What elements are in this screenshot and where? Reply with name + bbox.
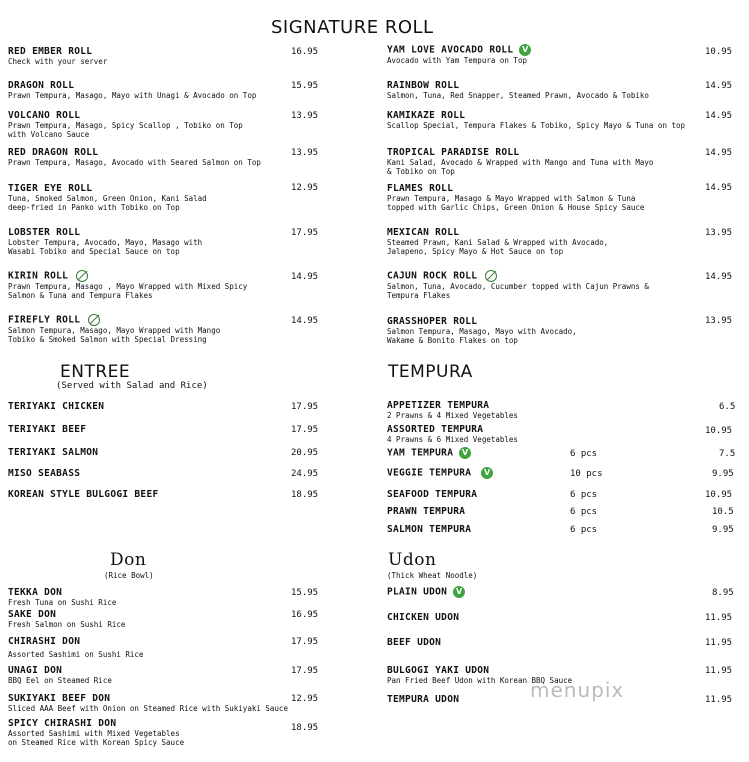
item-desc: Salmon & Tuna and Tempura Flakes [8,291,153,300]
item-desc: Fresh Tuna on Sushi Rice [8,598,117,607]
item-desc: 2 Prawns & 4 Mixed Vegetables [387,411,518,420]
signature-roll-heading: SIGNATURE ROLL [271,17,434,38]
item-price: 16.95 [291,610,319,620]
item-price: 13.95 [291,148,319,158]
vegetarian-icon: V [519,44,531,56]
item-price: 14.95 [705,148,733,158]
item-price: 13.95 [705,228,733,238]
item-pcs: 10 pcs [570,469,603,479]
item-name: TERIYAKI BEEF [8,424,87,435]
item-name: KOREAN STYLE BULGOGI BEEF [8,489,159,500]
item-price: 15.95 [291,588,319,598]
item-price: 20.95 [291,448,319,458]
menu-item [387,270,649,300]
udon-heading: Udon [388,550,437,570]
item-price: 17.95 [291,637,319,647]
item-name: TIGER EYE ROLL [8,183,93,194]
item-price: 17.95 [291,402,319,412]
item-desc: Steamed Prawn, Kani Salad & Wrapped with Avocado, [387,238,609,247]
item-name: SAKE DON [8,609,57,620]
item-name: CHICKEN UDON [387,612,460,623]
watermark-logo: menupix [530,678,625,702]
item-price: 6.5 [719,402,736,412]
item-name: KAMIKAZE ROLL [387,110,466,121]
item-name: BULGOGI YAKI UDON [387,665,490,676]
item-name: CHIRASHI DON [8,636,81,647]
menu-item [8,80,256,100]
item-price: 14.95 [705,183,733,193]
item-desc: Assorted Sashimi with Mixed Vegetables [8,729,180,738]
item-price: 11.95 [705,613,733,623]
item-price: 10.5 [712,507,734,517]
item-price: 24.95 [291,469,319,479]
menu-item [387,147,653,176]
item-desc: Pan Fried Beef Udon with Korean BBQ Sauce [387,676,573,685]
item-desc: Prawn Tempura, Masago , Mayo Wrapped with Mixed Spicy [8,282,248,291]
item-price: 14.95 [705,272,733,282]
vegetarian-icon: V [459,447,471,459]
menu-item [387,467,493,479]
item-desc: Wakame & Bonito Flakes on top [387,336,518,345]
item-price: 14.95 [705,81,733,91]
item-desc: Scallop Special, Tempura Flakes & Tobiko, Spicy Mayo & Tuna on top [387,121,686,130]
item-desc: topped with Garlic Chips, Green Onion & House Spicy Sauce [387,203,645,212]
item-price: 9.95 [712,525,734,535]
item-desc: Tempura Flakes [387,291,451,300]
menu-item [387,227,608,256]
item-name: YAM TEMPURA [387,447,454,459]
item-price: 16.95 [291,47,319,57]
item-name: SEAFOOD TEMPURA [387,489,478,500]
item-name: SALMON TEMPURA [387,524,472,535]
item-pcs: 6 pcs [570,507,598,517]
item-name: CAJUN ROCK ROLL [387,270,478,282]
item-name: KIRIN ROLL [8,270,69,282]
item-name: UNAGI DON [8,665,63,676]
menu-item [387,424,518,444]
item-price: 17.95 [291,425,319,435]
item-desc: Avocado with Yam Tempura on Top [387,56,527,65]
item-price: 11.95 [705,695,733,705]
item-desc: Kani Salad, Avocado & Wrapped with Mango and Tuna with Mayo [387,158,654,167]
menu-item [8,718,184,747]
item-name: ASSORTED TEMPURA [387,424,484,435]
menu-item [8,636,143,659]
item-name: TERIYAKI CHICKEN [8,401,105,412]
menu-item [8,46,107,66]
item-name: RAINBOW ROLL [387,80,460,91]
menu-item [8,693,288,713]
menu-item [8,110,243,139]
item-price: 13.95 [705,316,733,326]
item-price: 10.95 [705,426,733,436]
item-name: VOLCANO ROLL [8,110,81,121]
item-price: 11.95 [705,638,733,648]
item-name: BEEF UDON [387,637,442,648]
item-price: 13.95 [291,111,319,121]
menu-item [8,270,247,300]
menu-item [8,609,125,629]
vegetarian-icon: V [481,467,493,479]
item-name: PRAWN TEMPURA [387,506,466,517]
item-name: TERIYAKI SALMON [8,447,99,458]
item-name: RED EMBER ROLL [8,46,93,57]
item-price: 11.95 [705,666,733,676]
item-name: TROPICAL PARADISE ROLL [387,147,520,158]
menu-item [387,110,685,130]
item-name: APPETIZER TEMPURA [387,400,490,411]
menu-item [8,227,202,256]
item-name: TEKKA DON [8,587,63,598]
item-name: GRASSHOPER ROLL [387,316,478,327]
item-name: SUKIYAKI BEEF DON [8,693,111,704]
item-desc: Prawn Tempura, Masago, Spicy Scallop , Tobiko on Top [8,121,243,130]
item-desc: on Steamed Rice with Korean Spicy Sauce [8,738,185,747]
item-desc: Tobiko & Smoked Salmon with Special Dressing [8,335,207,344]
item-name: DRAGON ROLL [8,80,75,91]
item-desc: Wasabi Tobiko and Special Sauce on top [8,247,180,256]
spicy-icon [88,314,100,326]
menu-item [387,183,644,212]
item-desc: BBQ Eel on Steamed Rice [8,676,112,685]
item-name: RED DRAGON ROLL [8,147,99,158]
item-name: PLAIN UDON [387,586,448,598]
item-price: 14.95 [705,111,733,121]
item-name: FLAMES ROLL [387,183,454,194]
item-price: 9.95 [712,469,734,479]
entree-heading: ENTREE [60,362,131,382]
menu-item [387,586,465,598]
item-desc: Salmon, Tuna, Avocado, Cucumber topped with Cajun Prawns & [387,282,649,291]
menu-item [387,447,471,459]
menu-item [8,587,116,607]
item-desc: & Tobiko on Top [387,167,455,176]
item-price: 17.95 [291,666,319,676]
item-desc: with Volcano Sauce [8,130,90,139]
menu-item [387,80,649,100]
item-price: 14.95 [291,272,319,282]
item-pcs: 6 pcs [570,490,598,500]
item-desc: Tuna, Smoked Salmon, Green Onion, Kani Salad [8,194,207,203]
item-price: 14.95 [291,316,319,326]
item-desc: Jalapeno, Spicy Mayo & Hot Sauce on top [387,247,564,256]
menu-item [387,44,531,65]
menu-item [8,314,220,344]
item-price: 7.5 [719,449,736,459]
item-desc: Check with your server [8,57,108,66]
item-desc: Prawn Tempura, Masago & Mayo Wrapped with Salmon & Tuna [387,194,636,203]
item-desc: Salmon Tempura, Masago, Mayo Wrapped with Mango [8,326,221,335]
spicy-icon [485,270,497,282]
item-pcs: 6 pcs [570,449,598,459]
item-price: 18.95 [291,490,319,500]
udon-subheading: (Thick Wheat Noodle) [387,571,478,580]
item-price: 10.95 [705,490,733,500]
item-price: 15.95 [291,81,319,91]
item-price: 8.95 [712,588,734,598]
item-price: 12.95 [291,183,319,193]
item-price: 17.95 [291,228,319,238]
item-price: 18.95 [291,723,319,733]
item-name: MISO SEABASS [8,468,81,479]
tempura-heading: TEMPURA [388,362,473,382]
item-desc: Fresh Salmon on Sushi Rice [8,620,126,629]
menu-item [387,400,518,420]
item-pcs: 6 pcs [570,525,598,535]
item-desc: Sliced AAA Beef with Onion on Steamed Rice with Sukiyaki Sauce [8,704,288,713]
item-desc: Lobster Tempura, Avocado, Mayo, Masago with [8,238,203,247]
item-name: YAM LOVE AVOCADO ROLL [387,44,514,56]
item-price: 10.95 [705,47,733,57]
item-desc: Salmon, Tuna, Red Snapper, Steamed Prawn, Avocado & Tobiko [387,91,649,100]
item-desc: deep-fried in Panko with Tobiko on Top [8,203,180,212]
item-desc: Prawn Tempura, Masago, Avocado with Seared Salmon on Top [8,158,261,167]
spicy-icon [76,270,88,282]
item-name: TEMPURA UDON [387,694,460,705]
don-subheading: (Rice Bowl) [104,571,154,580]
item-desc: 4 Prawns & 6 Mixed Vegetables [387,435,518,444]
item-name: LOBSTER ROLL [8,227,81,238]
item-desc: Assorted Sashimi on Sushi Rice [8,650,144,659]
menu-item [8,665,112,685]
item-name: FIREFLY ROLL [8,314,81,326]
item-name: SPICY CHIRASHI DON [8,718,117,729]
item-desc: Prawn Tempura, Masago, Mayo with Unagi & Avocado on Top [8,91,257,100]
entree-subheading: (Served with Salad and Rice) [56,381,208,391]
menu-item [8,147,261,167]
item-price: 12.95 [291,694,319,704]
item-desc: Salmon Tempura, Masago, Mayo with Avocado, [387,327,577,336]
item-name: MEXICAN ROLL [387,227,460,238]
don-heading: Don [110,550,147,570]
menu-item [8,183,207,212]
vegetarian-icon: V [453,586,465,598]
item-name: VEGGIE TEMPURA [387,467,472,479]
menu-item [387,316,577,345]
